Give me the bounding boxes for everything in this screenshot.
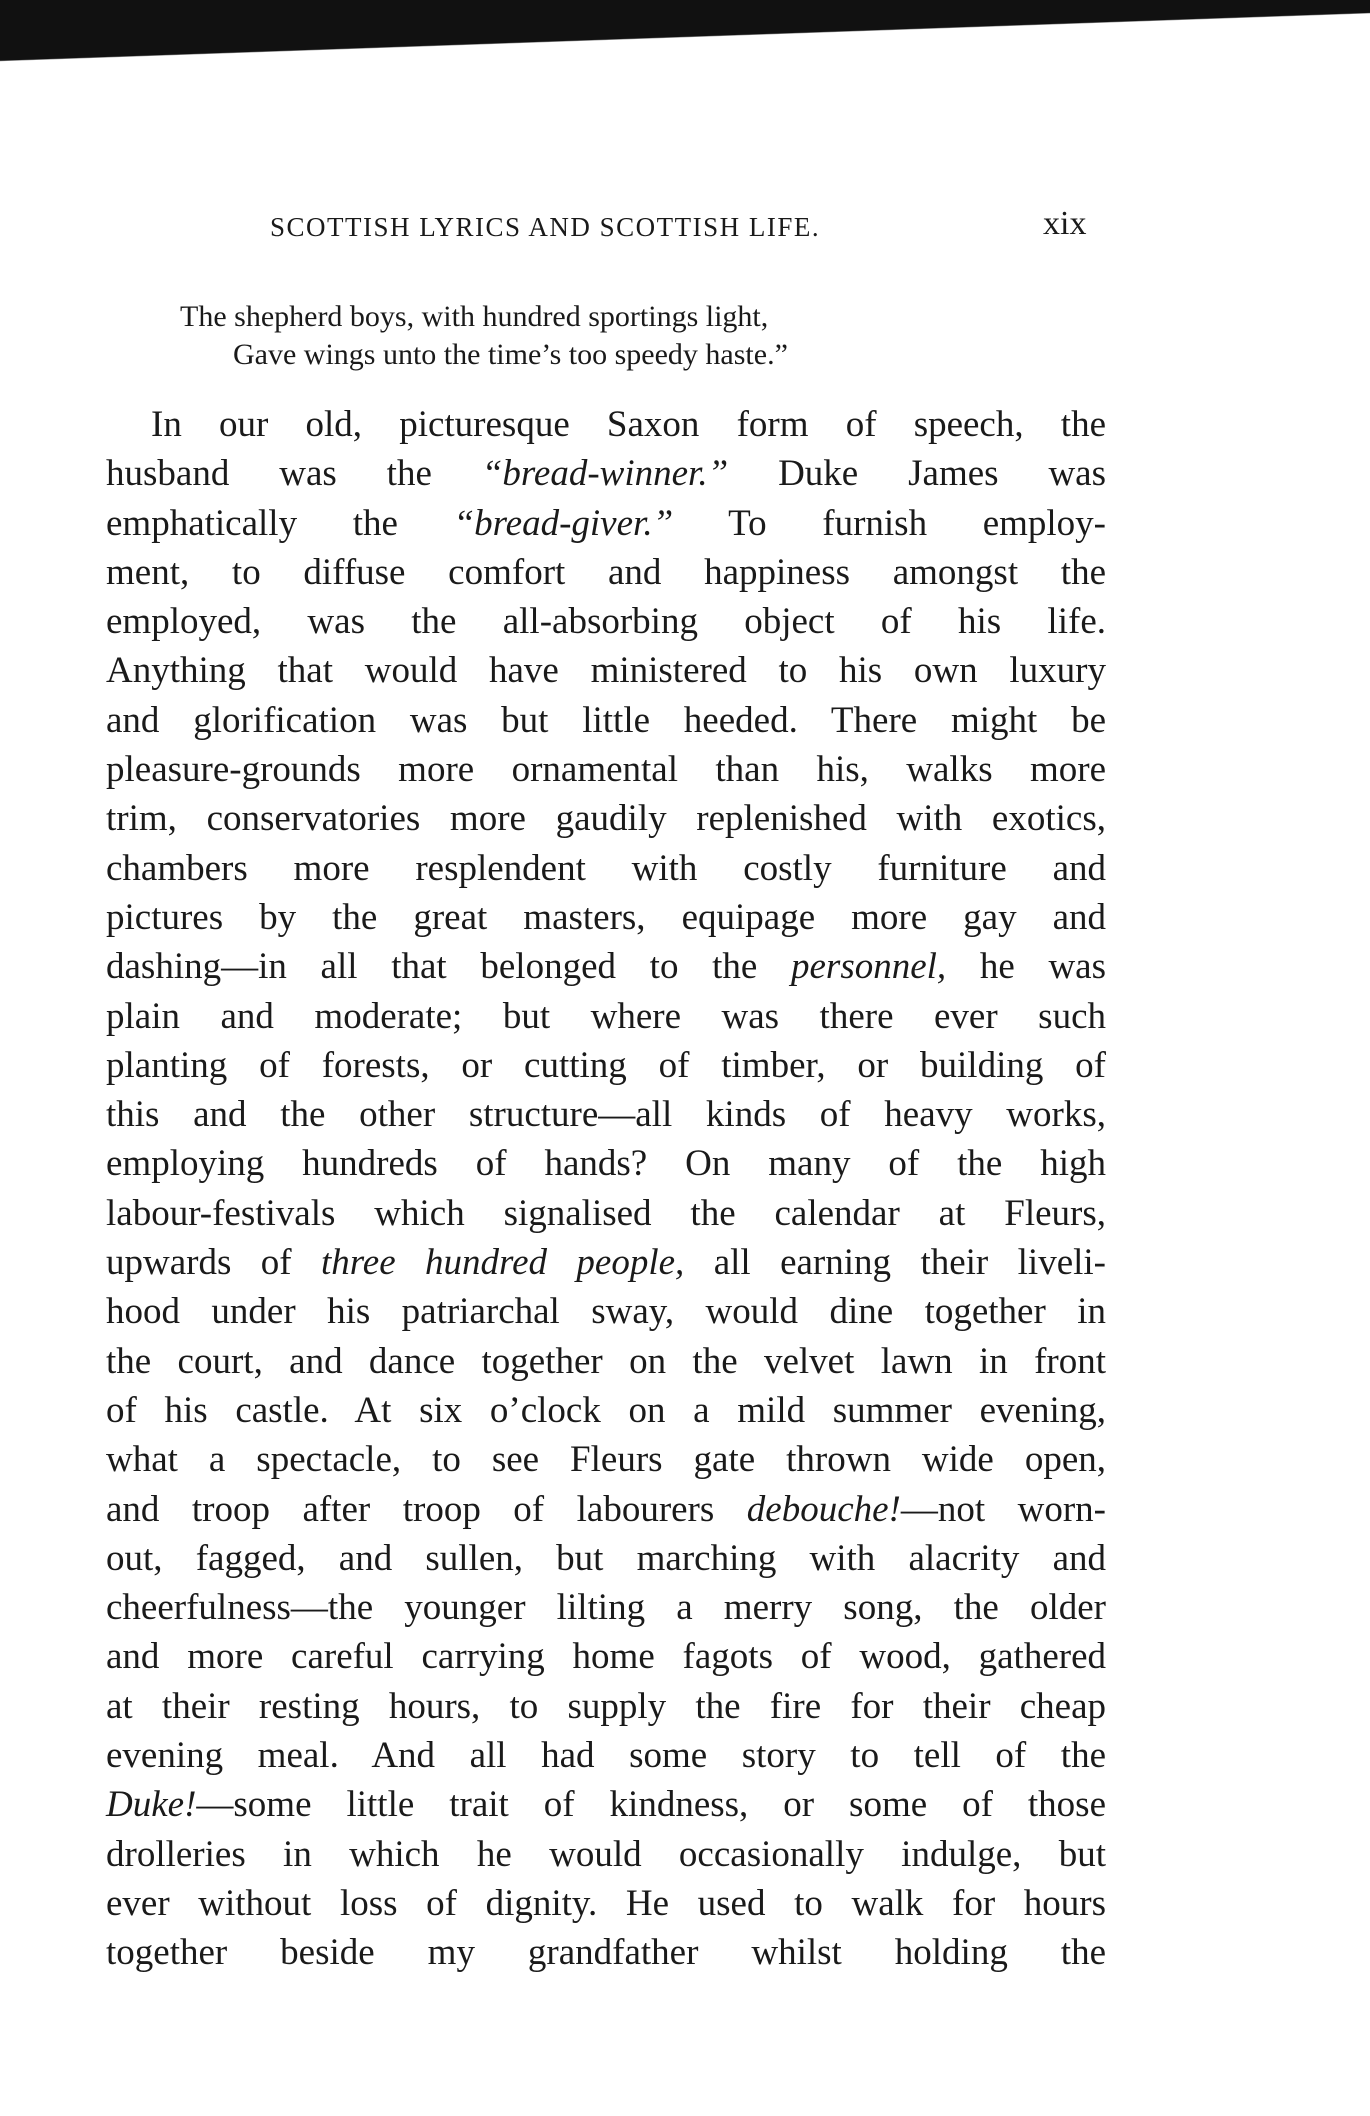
text-line: [106, 745, 1106, 794]
scan-edge-shadow-wedge: [0, 0, 1370, 62]
text-run: and troop after troop of labourers: [106, 1488, 747, 1530]
text-line: [106, 1287, 1106, 1336]
text-run: To furnish employ-: [673, 502, 1106, 544]
text-run: drolleries in which he would occasionally indulge, but: [106, 1833, 1106, 1875]
italic-text: three hundred people,: [321, 1242, 685, 1284]
text-line: [106, 1041, 1106, 1090]
text-line: [106, 597, 1106, 646]
text-line: [106, 1731, 1106, 1780]
text-line: [106, 1830, 1106, 1879]
text-run: plain and moderate; but where was there ever such: [106, 995, 1106, 1037]
text-run: evening meal. And all had some story to tell of the: [106, 1735, 1106, 1777]
text-line: [106, 1386, 1106, 1435]
text-line: [106, 1583, 1106, 1632]
text-line: [106, 1435, 1106, 1484]
text-line: [106, 499, 1106, 548]
text-run: —not worn-: [900, 1488, 1106, 1530]
page-number: xix: [1043, 205, 1087, 242]
text-run: employing hundreds of hands? On many of the high: [106, 1143, 1106, 1185]
text-line: [106, 400, 1106, 449]
text-run: planting of forests, or cutting of timber, or building of: [106, 1044, 1106, 1086]
text-run: and more careful carrying home fagots of wood, gathered: [106, 1636, 1106, 1678]
text-line: [106, 1780, 1106, 1829]
italic-text: debouche!: [746, 1488, 901, 1530]
text-line: [106, 844, 1106, 893]
quote-line: The shepherd boys, with hundred sportings light,: [180, 300, 769, 333]
running-title: SCOTTISH LYRICS AND SCOTTISH LIFE.: [270, 212, 821, 242]
text-run: upwards of: [106, 1242, 321, 1284]
text-line: [106, 1238, 1106, 1287]
text-run: at their resting hours, to supply the fire for their cheap: [106, 1685, 1106, 1727]
text-run: out, fagged, and sullen, but marching with alacrity and: [106, 1537, 1106, 1579]
text-line: [106, 893, 1106, 942]
italic-text: Duke!: [106, 1784, 197, 1826]
text-run: this and the other structure—all kinds of heavy works,: [106, 1094, 1106, 1136]
text-line: [106, 548, 1106, 597]
italic-text: “bread-giver.”: [453, 502, 674, 544]
text-line: [106, 1485, 1106, 1534]
text-run: Duke James was: [728, 453, 1106, 495]
text-line: [106, 1189, 1106, 1238]
text-run: he was: [946, 946, 1106, 988]
italic-text: personnel,: [791, 946, 947, 988]
text-run: In our old, picturesque Saxon form of speech, the: [151, 404, 1106, 445]
italic-text: “bread-winner.”: [481, 453, 729, 495]
quote-line: Gave wings unto the time’s too speedy haste.”: [233, 338, 788, 371]
text-line: [106, 942, 1106, 991]
text-run: cheerfulness—the younger lilting a merry song, the older: [106, 1587, 1106, 1629]
text-line: [106, 1632, 1106, 1681]
text-run: and glorification was but little heeded. There might be: [106, 699, 1106, 741]
text-line: [106, 1139, 1106, 1188]
body-text: [106, 400, 1106, 1978]
text-run: ment, to diffuse comfort and happiness amongst the: [106, 551, 1106, 593]
text-run: what a spectacle, to see Fleurs gate thrown wide open,: [106, 1439, 1106, 1481]
text-run: dashing—in all that belonged to the: [106, 946, 791, 988]
text-run: pictures by the great masters, equipage more gay and: [106, 896, 1106, 938]
text-run: labour-festivals which signalised the calendar at Fleurs,: [106, 1192, 1106, 1234]
text-run: the court, and dance together on the velvet lawn in front: [106, 1340, 1106, 1382]
text-run: pleasure-grounds more ornamental than his, walks more: [106, 749, 1106, 791]
text-line: [106, 1090, 1106, 1139]
text-line: [106, 696, 1106, 745]
text-line: [106, 449, 1106, 498]
text-line: [106, 992, 1106, 1041]
text-line: [106, 646, 1106, 695]
text-run: chambers more resplendent with costly furniture and: [106, 847, 1106, 889]
text-run: of his castle. At six o’clock on a mild summer evening,: [106, 1389, 1106, 1431]
text-run: ever without loss of dignity. He used to walk for hours: [106, 1882, 1106, 1924]
text-line: [106, 1337, 1106, 1386]
text-run: employed, was the all-absorbing object of his life.: [106, 601, 1106, 643]
text-run: —some little trait of kindness, or some of those: [196, 1784, 1106, 1826]
text-run: all earning their liveli-: [684, 1242, 1107, 1284]
text-line: [106, 794, 1106, 843]
text-run: hood under his patriarchal sway, would dine together in: [106, 1291, 1106, 1333]
text-run: Anything that would have ministered to his own luxury: [106, 650, 1106, 692]
text-run: trim, conservatories more gaudily replenished with exotics,: [106, 798, 1106, 840]
text-run: husband was the: [106, 453, 482, 495]
text-run: emphatically the: [106, 502, 454, 544]
text-line: [106, 1534, 1106, 1583]
text-line: [106, 1928, 1106, 1977]
text-line: [106, 1682, 1106, 1731]
text-line: [106, 1879, 1106, 1928]
text-run: together beside my grandfather whilst holding the: [106, 1932, 1106, 1974]
